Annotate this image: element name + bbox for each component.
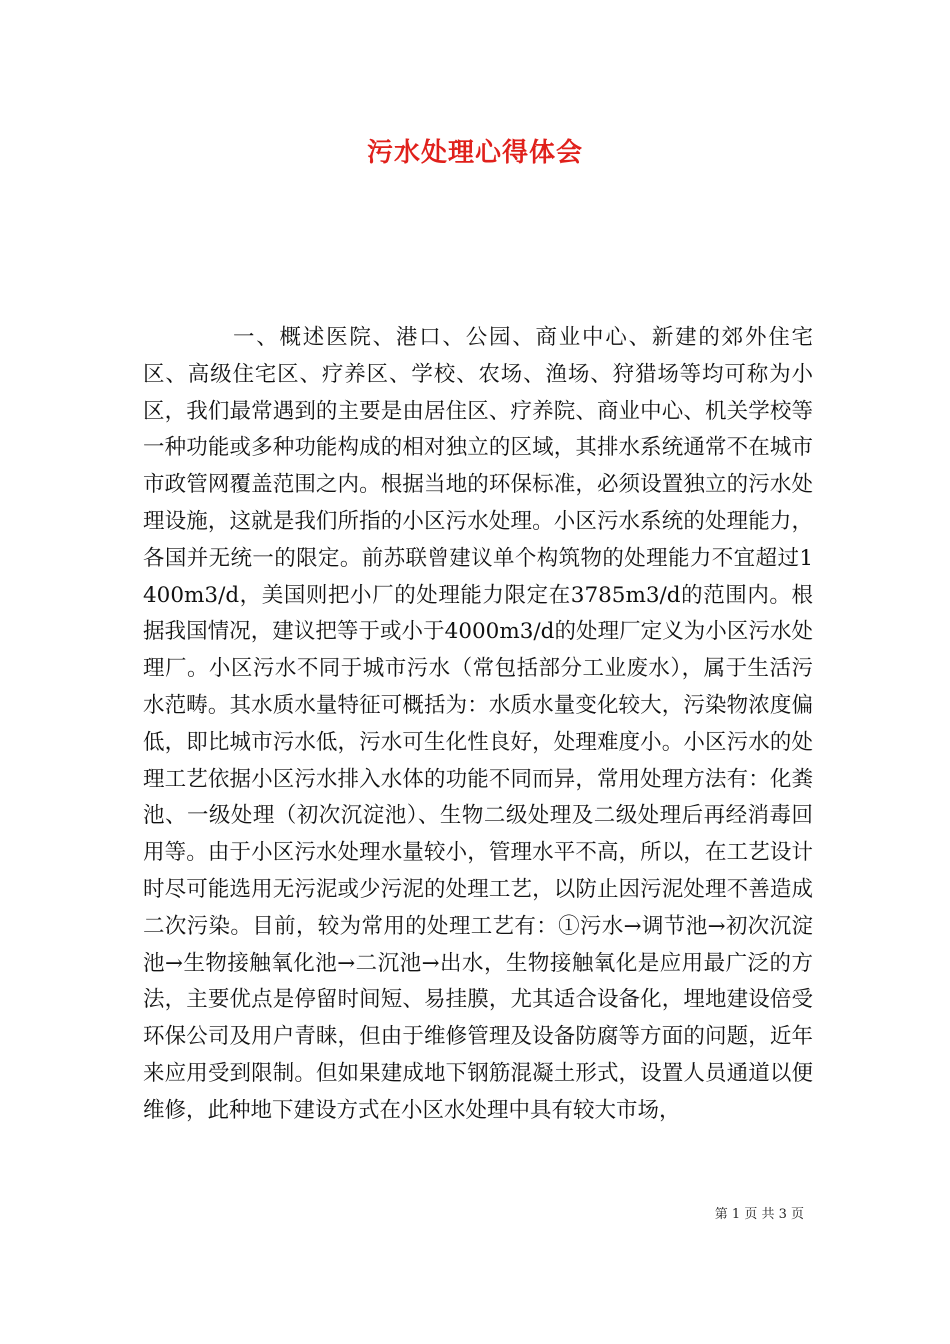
- page-title: 污水处理心得体会: [366, 138, 583, 168]
- body-paragraph: 一、概述医院、港口、公园、商业中心、新建的郊外住宅区、高级住宅区、疗养区、学校、农场、渔场、狩猎场等均可称为小区，我们最常遇到的主要是由居住区、疗养院、商业中心、机关学校等一种功能或多种功能构成的相对独立的区域，其排水系统通常不在城市市政管网覆盖范围之内。根据当地的环保标准，必须设置独立的污水处理设施，这就是我们所指的小区污水处理。小区污水系统的处理能力，各国并无统一的限定。前苏联曾建议单个构筑物的处理能力不宜超过1400m3/d，美国则把小厂的处理能力限定在3785m3/d的范围内。根据我国情况，建议把等于或小于4000m3/d的处理厂定义为小区污水处理厂。小区污水不同于城市污水（常包括部分工业废水），属于生活污水范畴。其水质水量特征可概括为：水质水量变化较大，污染物浓度偏低，即比城市污水低，污水可生化性良好，处理难度小。小区污水的处理工艺依据小区污水排入水体的功能不同而异，常用处理方法有：化粪池、一级处理（初次沉淀池）、生物二级处理及二级处理后再经消毒回用等。由于小区污水处理水量较小，管理水平不高，所以，在工艺设计时尽可能选用无污泥或少污泥的处理工艺，以防止因污泥处理不善造成二次污染。目前，较为常用的处理工艺有：①污水→调节池→初次沉淀池→生物接触氧化池→二沉池→出水，生物接触氧化是应用最广泛的方法，主要优点是停留时间短、易挂膜，尤其适合设备化，埋地建设倍受环保公司及用户青睐，但由于维修管理及设备防腐等方面的问题，近年来应用受到限制。但如果建成地下钢筋混凝土形式，设置人员通道以便维修，此种地下建设方式在小区水处理中具有较大市场，: [143, 325, 813, 1123]
- page-number: 第 1 页 共 3 页: [714, 1207, 804, 1222]
